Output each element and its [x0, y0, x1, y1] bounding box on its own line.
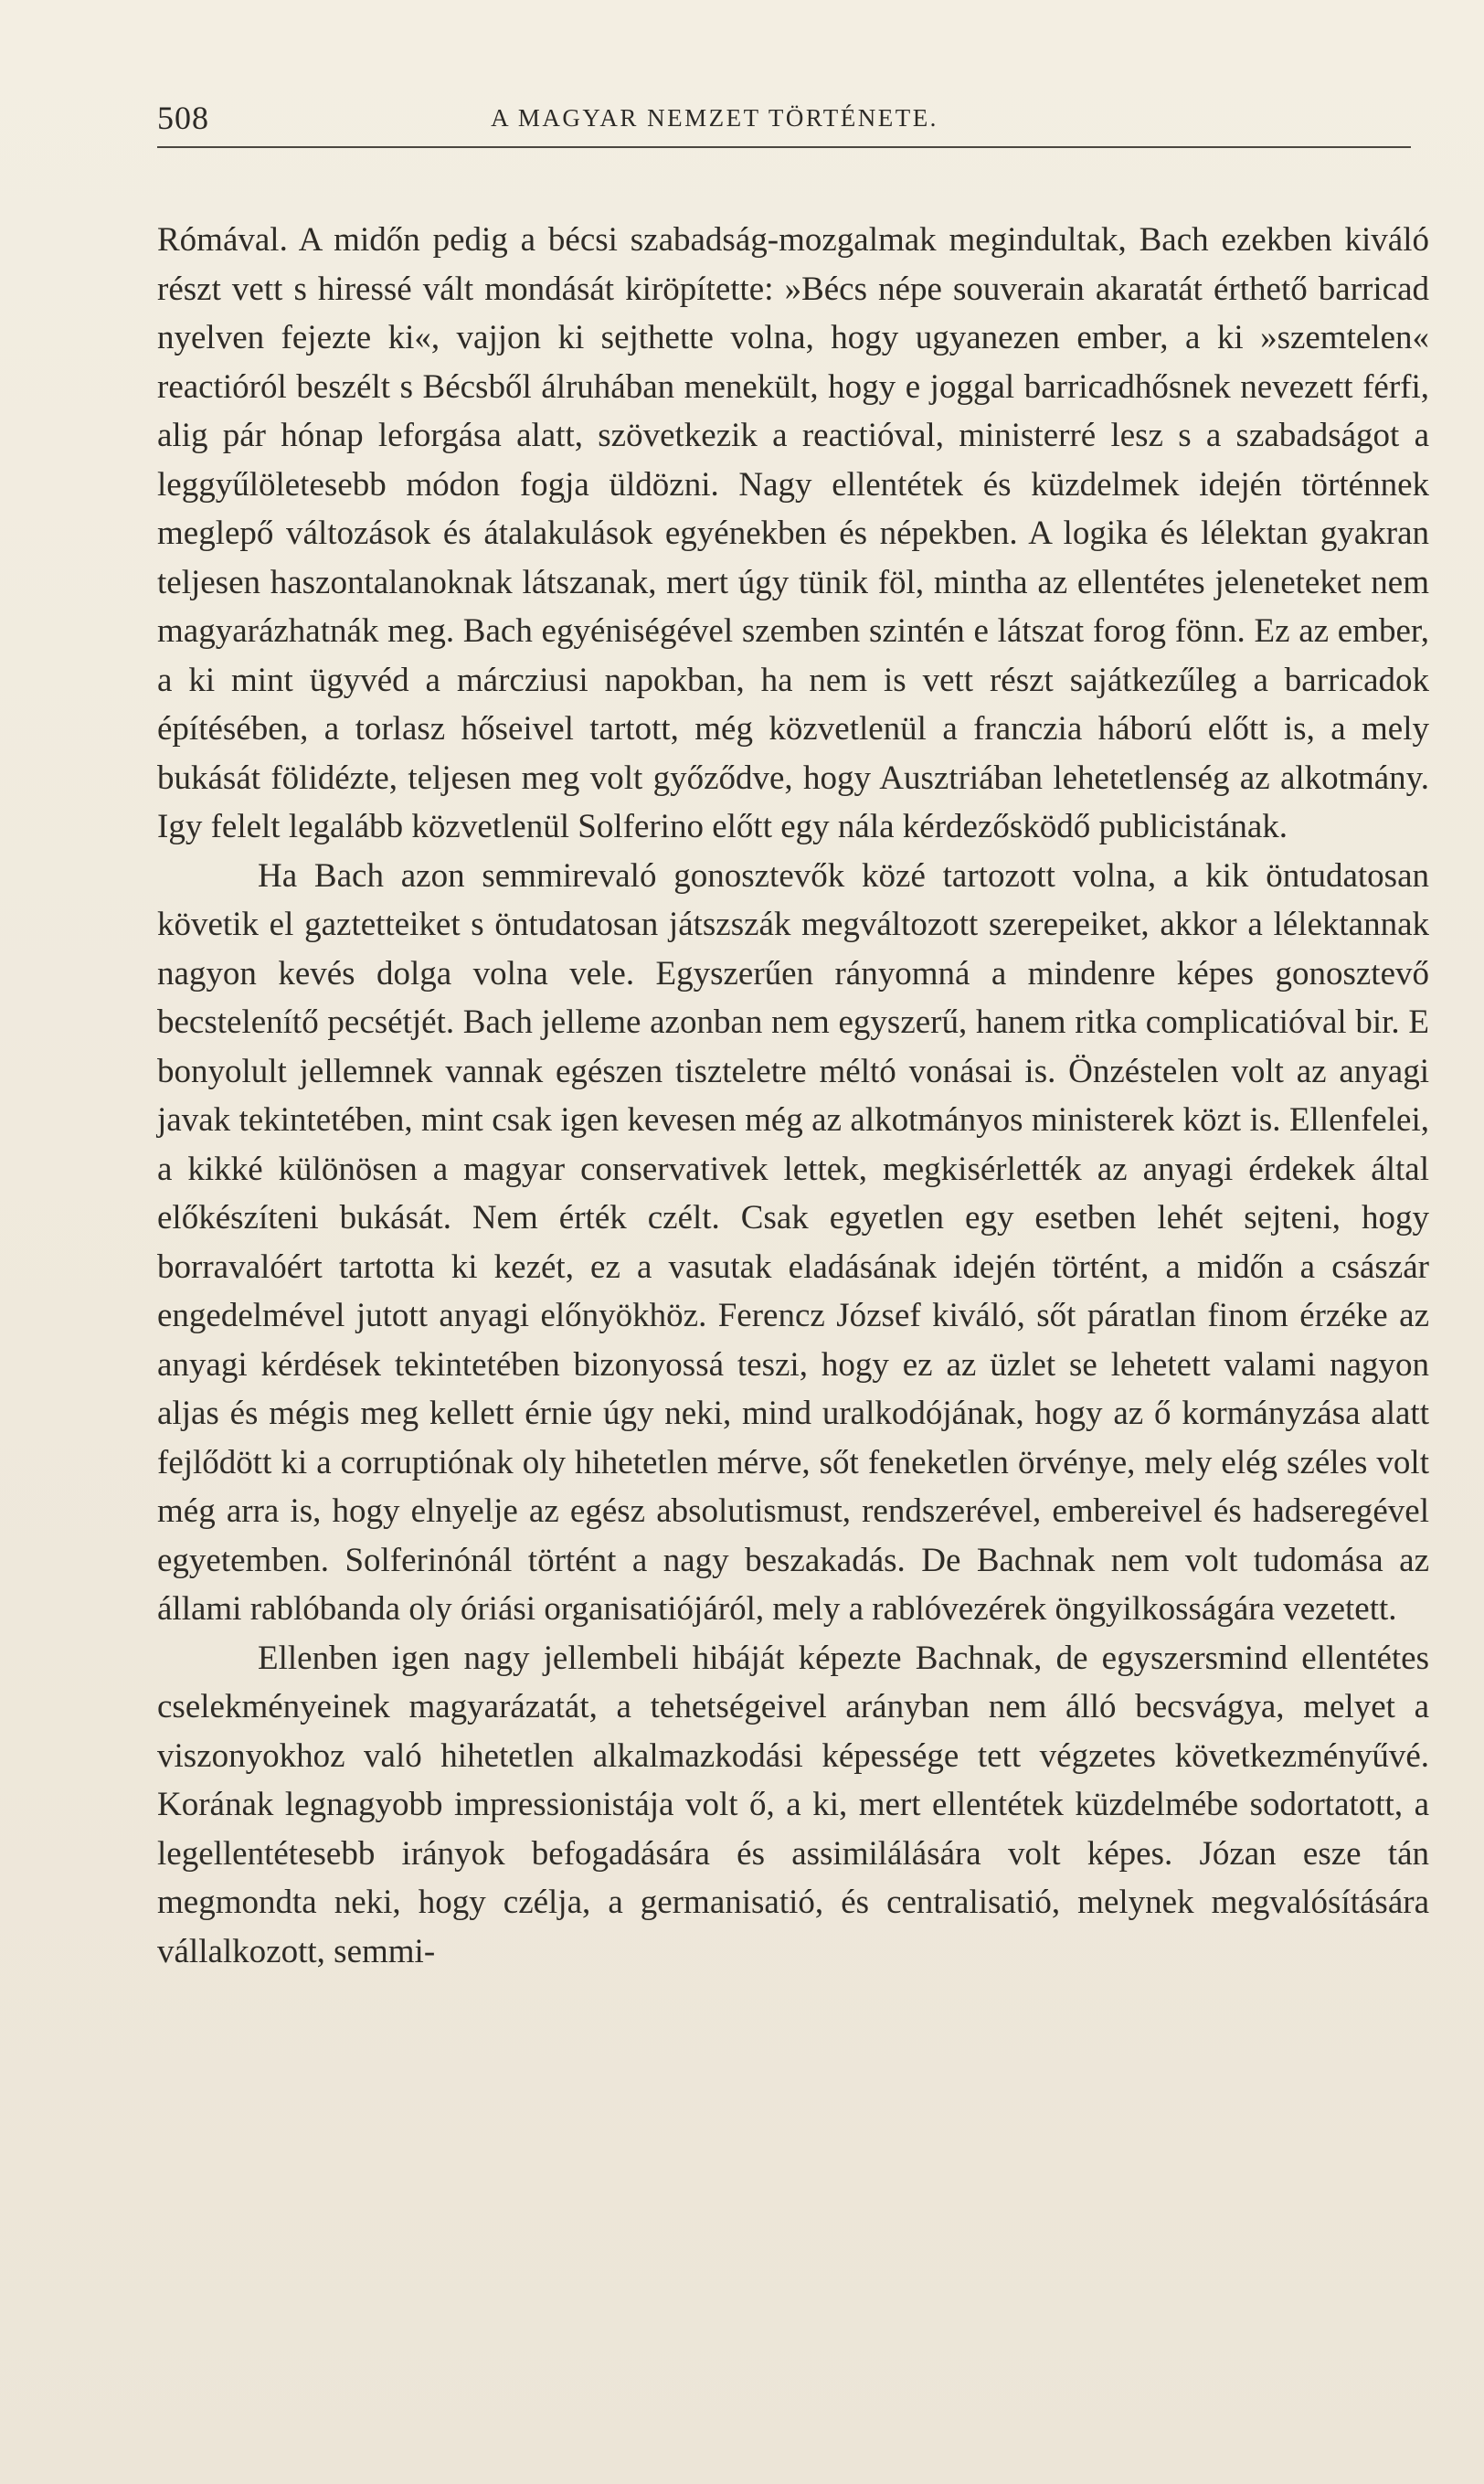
paragraph-3: Ellenben igen nagy jellembeli hibáját képezte Bachnak, de egyszersmind ellentétes cselekményeinek magyarázatát, a tehetségeivel arányban nem álló becsvágya, melyet a viszonyokhoz való hihetetlen alkalmazkodási képessége tett végzetes következményűvé. Korának legnagyobb impressionistája volt ő, a ki, mert ellentétek küzdelmébe sodortatott, a legellentétesebb irányok befogadására és assimilálására volt képes. Józan esze tán megmondta neki, hogy czélja, a germanisatió, és centralisatió, melynek megvalósítására vállalkozott, semmi- — [157, 1639, 1429, 1970]
page-number: 508 — [157, 100, 209, 136]
running-title: A MAGYAR NEMZET TÖRTÉNETE. — [491, 104, 938, 132]
page-header — [157, 99, 1411, 144]
header-rule — [157, 146, 1411, 148]
paragraph-1: Rómával. A midőn pedig a bécsi szabadság-mozgalmak megindultak, Bach ezekben kiváló részt vett s hiressé vált mondását kiröpítette: »Bécs népe souverain akaratát érthető barricad nyelven fejezte ki«, vajjon ki sejthette volna, hogy ugyanezen ember, a ki »szemtelen« reactióról beszélt s Bécsből álruhában menekült, hogy e joggal barricadhősnek nevezett férfi, alig pár hónap leforgása alatt, szövetkezik a reactióval, ministerré lesz s a szabadságot a leggyűlöletesebb módon fogja üldözni. Nagy ellentétek és küzdelmek idején történnek meglepő változások és átalakulások egyénekben és népekben. A logika és lélektan gyakran teljesen haszontalanoknak látszanak, mert úgy tünik föl, mintha az ellentétes jeleneteket nem magyarázhatnák meg. Bach egyéniségével szemben szintén e látszat forog fönn. Ez az ember, a ki mint ügyvéd a márcziusi napokban, ha nem is vett részt sajátkezűleg a barricadok építésében, a torlasz hőseivel tartott, még közvetlenül a franczia háború előtt is, a mely bukását fölidézte, teljesen meg volt győződve, hogy Ausztriában lehetetlenség az alkotmány. Igy felelt legalább közvetlenül Solferino előtt egy nála kérdezősködő publicistának. — [157, 221, 1429, 845]
body-text — [157, 216, 1429, 1976]
paragraph-2: Ha Bach azon semmirevaló gonosztevők közé tartozott volna, a kik öntudatosan követik el gaztetteiket s öntudatosan játszszák megváltozott szerepeiket, akkor a lélektannak nagyon kevés dolga volna vele. Egyszerűen rányomná a mindenre képes gonosztevő becstelenítő pecsétjét. Bach jelleme azonban nem egyszerű, hanem ritka complicatióval bir. E bonyolult jellemnek vannak egészen tiszteletre méltó vonásai is. Önzéstelen volt az anyagi javak tekintetében, mint csak igen kevesen még az alkotmányos ministerek közt is. Ellenfelei, a kikké különösen a magyar conservativek lettek, megkisérlették az anyagi érdekek által előkészíteni bukását. Nem érték czélt. Csak egyetlen egy esetben lehét sejteni, hogy borravalóért tartotta ki kezét, ez a vasutak eladásának idején történt, a midőn a császár engedelmével jutott anyagi előnyökhöz. Ferencz József kiváló, sőt páratlan finom érzéke az anyagi kérdések tekintetében bizonyossá teszi, hogy ez az üzlet se lehetett valami nagyon aljas és mégis meg kellett érnie úgy neki, mind uralkodójának, hogy az ő kormányzása alatt fejlődött ki a corruptiónak oly hihetetlen mérve, sőt feneketlen örvénye, mely elég széles volt még arra is, hogy elnyelje az egész absolutismust, rendszerével, embereivel és hadseregével egyetemben. Solferinónál történt a nagy beszakadás. De Bachnak nem volt tudomása az állami rablóbanda oly óriási organisatiójáról, mely a rablóvezérek öngyilkosságára vezetett. — [157, 856, 1429, 1628]
